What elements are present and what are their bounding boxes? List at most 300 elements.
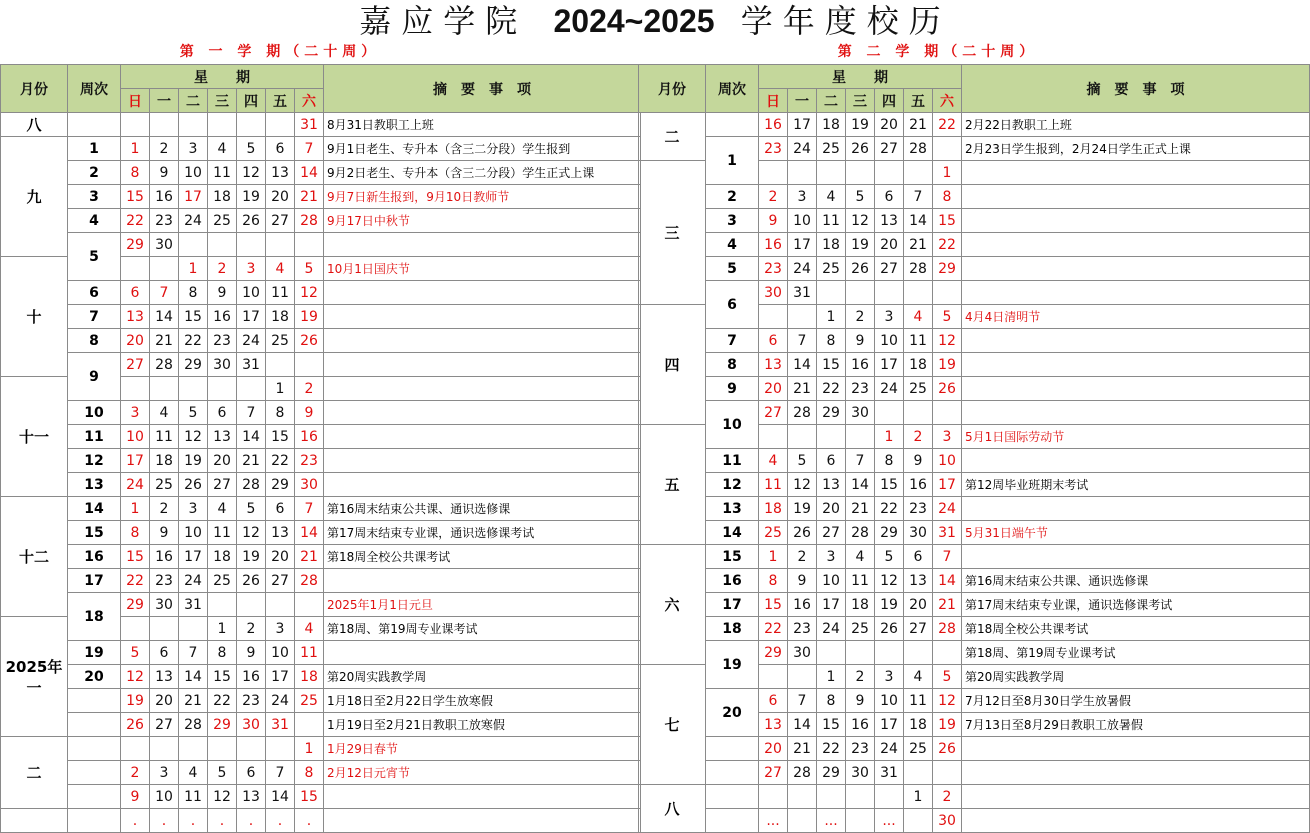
date-cell: 1	[266, 377, 295, 401]
date-cell: .	[237, 809, 266, 833]
calendar-row	[639, 761, 1310, 785]
note-cell: 第20周实践教学周	[962, 665, 1310, 689]
date-cell: 9	[846, 689, 875, 713]
note-cell: 10月1日国庆节	[324, 257, 641, 281]
date-cell: 3	[788, 185, 817, 209]
date-cell	[208, 377, 237, 401]
date-cell: 30	[904, 521, 933, 545]
date-cell: 7	[788, 329, 817, 353]
month-label: 十	[1, 257, 68, 377]
date-cell: 26	[237, 569, 266, 593]
date-cell: 16	[846, 353, 875, 377]
date-cell: 24	[875, 737, 904, 761]
date-cell: 25	[266, 329, 295, 353]
date-cell: 25	[759, 521, 788, 545]
week-number: 5	[706, 257, 759, 281]
week-number	[706, 785, 759, 809]
date-cell: 6	[904, 545, 933, 569]
date-cell: 26	[121, 713, 150, 737]
date-cell: 31	[875, 761, 904, 785]
date-cell	[904, 401, 933, 425]
date-cell: 22	[208, 689, 237, 713]
date-cell: 29	[121, 233, 150, 257]
week-number: 19	[68, 641, 121, 665]
date-cell: 17	[237, 305, 266, 329]
date-cell: 7	[904, 185, 933, 209]
date-cell	[208, 737, 237, 761]
date-cell: 18	[904, 713, 933, 737]
week-number	[68, 113, 121, 137]
date-cell	[933, 401, 962, 425]
note-cell	[324, 233, 641, 257]
calendar-row	[639, 545, 1310, 569]
date-cell: 22	[933, 113, 962, 137]
calendar-row	[1, 641, 641, 665]
date-cell: 24	[875, 377, 904, 401]
date-cell: 5	[237, 137, 266, 161]
month-label: 四	[639, 305, 706, 425]
week-number: 10	[706, 401, 759, 449]
note-cell: 第17周末结束专业课，通识选修课考试	[324, 521, 641, 545]
note-cell: 7月12日至8月30日学生放暑假	[962, 689, 1310, 713]
date-cell: 11	[179, 785, 208, 809]
date-cell: 13	[904, 569, 933, 593]
date-cell: 11	[266, 281, 295, 305]
date-cell: 16	[904, 473, 933, 497]
date-cell: 30	[237, 713, 266, 737]
date-cell: 11	[295, 641, 324, 665]
date-cell: 16	[150, 545, 179, 569]
header-day: 五	[266, 89, 295, 113]
note-cell	[962, 161, 1310, 185]
date-cell	[933, 761, 962, 785]
calendar-row	[1, 401, 641, 425]
date-cell: 25	[208, 569, 237, 593]
date-cell: 16	[208, 305, 237, 329]
calendar-row	[639, 689, 1310, 713]
date-cell: 8	[817, 329, 846, 353]
note-cell	[324, 329, 641, 353]
date-cell: 14	[846, 473, 875, 497]
date-cell	[150, 377, 179, 401]
date-cell: 11	[904, 329, 933, 353]
date-cell: 16	[759, 113, 788, 137]
calendar-row	[639, 281, 1310, 305]
week-number: 8	[68, 329, 121, 353]
date-cell: 14	[150, 305, 179, 329]
week-number: 2	[68, 161, 121, 185]
date-cell: 26	[295, 329, 324, 353]
week-number: 9	[706, 377, 759, 401]
calendar-row	[639, 233, 1310, 257]
calendar-row	[639, 497, 1310, 521]
date-cell: 22	[933, 233, 962, 257]
date-cell: 13	[266, 521, 295, 545]
date-cell: 24	[817, 617, 846, 641]
calendar-row	[1, 281, 641, 305]
week-number: 17	[706, 593, 759, 617]
date-cell: 21	[179, 689, 208, 713]
date-cell: 4	[817, 185, 846, 209]
note-cell: 8月31日教职工上班	[324, 113, 641, 137]
date-cell: 22	[121, 569, 150, 593]
date-cell: 14	[295, 161, 324, 185]
date-cell: 19	[846, 113, 875, 137]
date-cell: 27	[759, 401, 788, 425]
calendar-row	[1, 593, 641, 617]
date-cell: 1	[817, 665, 846, 689]
header-day: 三	[846, 89, 875, 113]
date-cell: 27	[121, 353, 150, 377]
date-cell: 20	[904, 593, 933, 617]
date-cell: 17	[266, 665, 295, 689]
date-cell: 31	[295, 113, 324, 137]
note-cell: 1月18日至2月22日学生放寒假	[324, 689, 641, 713]
date-cell: 14	[295, 521, 324, 545]
date-cell	[904, 641, 933, 665]
note-cell	[962, 785, 1310, 809]
date-cell: 30	[846, 761, 875, 785]
calendar-row	[639, 377, 1310, 401]
date-cell: 27	[875, 257, 904, 281]
note-cell: 第16周末结束公共课、通识选修课	[324, 497, 641, 521]
date-cell: 27	[875, 137, 904, 161]
date-cell: 14	[179, 665, 208, 689]
date-cell	[846, 161, 875, 185]
week-number: 20	[68, 665, 121, 689]
date-cell: 10	[179, 521, 208, 545]
date-cell: 2	[150, 497, 179, 521]
date-cell: 25	[208, 209, 237, 233]
date-cell: 29	[759, 641, 788, 665]
date-cell: 5	[788, 449, 817, 473]
note-cell	[324, 785, 641, 809]
date-cell: 20	[759, 737, 788, 761]
date-cell: 26	[846, 257, 875, 281]
date-cell: 31	[237, 353, 266, 377]
date-cell: 6	[266, 137, 295, 161]
calendar-row	[1, 665, 641, 689]
date-cell	[788, 809, 817, 833]
date-cell	[237, 233, 266, 257]
date-cell	[875, 401, 904, 425]
date-cell: 24	[266, 689, 295, 713]
date-cell: 10	[817, 569, 846, 593]
note-cell: 4月4日清明节	[962, 305, 1310, 329]
date-cell	[121, 113, 150, 137]
calendar-row	[1, 185, 641, 209]
calendar-row	[639, 617, 1310, 641]
date-cell	[904, 761, 933, 785]
date-cell	[121, 377, 150, 401]
date-cell: 7	[150, 281, 179, 305]
page-title	[0, 0, 1310, 40]
calendar-row	[639, 737, 1310, 761]
calendar-row	[639, 449, 1310, 473]
header-day: 一	[150, 89, 179, 113]
date-cell: 7	[179, 641, 208, 665]
date-cell: 19	[875, 593, 904, 617]
date-cell	[788, 665, 817, 689]
date-cell: 4	[266, 257, 295, 281]
date-cell: 15	[121, 185, 150, 209]
date-cell: .	[208, 809, 237, 833]
week-number: 7	[706, 329, 759, 353]
note-cell: 9月7日新生报到，9月10日教师节	[324, 185, 641, 209]
date-cell: 15	[933, 209, 962, 233]
date-cell: 9	[150, 521, 179, 545]
week-number: 6	[706, 281, 759, 329]
note-cell	[962, 809, 1310, 833]
date-cell: 19	[121, 689, 150, 713]
date-cell: 18	[208, 185, 237, 209]
date-cell: 9	[121, 785, 150, 809]
date-cell	[121, 617, 150, 641]
date-cell: 9	[208, 281, 237, 305]
header-month: 月份	[1, 65, 68, 113]
date-cell: 4	[208, 497, 237, 521]
date-cell: 1	[904, 785, 933, 809]
date-cell: 2	[121, 761, 150, 785]
week-number: 14	[706, 521, 759, 545]
date-cell: 20	[875, 113, 904, 137]
date-cell: 26	[933, 377, 962, 401]
date-cell: 24	[788, 137, 817, 161]
date-cell: 2	[150, 137, 179, 161]
date-cell: 20	[817, 497, 846, 521]
date-cell: 14	[237, 425, 266, 449]
note-cell	[962, 185, 1310, 209]
date-cell: 12	[208, 785, 237, 809]
header-weekday-group: 星 期	[759, 65, 962, 89]
date-cell: 27	[904, 617, 933, 641]
date-cell: 22	[121, 209, 150, 233]
date-cell	[150, 113, 179, 137]
week-number: 3	[68, 185, 121, 209]
date-cell: 17	[179, 545, 208, 569]
date-cell	[817, 161, 846, 185]
calendar-row	[1, 761, 641, 785]
header-day: 四	[875, 89, 904, 113]
date-cell: ...	[759, 809, 788, 833]
date-cell: 6	[875, 185, 904, 209]
date-cell	[237, 593, 266, 617]
header-day: 一	[788, 89, 817, 113]
date-cell: 19	[846, 233, 875, 257]
date-cell: 8	[121, 521, 150, 545]
date-cell: 15	[817, 713, 846, 737]
date-cell: .	[295, 809, 324, 833]
calendar-row	[1, 449, 641, 473]
date-cell: 13	[266, 161, 295, 185]
date-cell: 16	[237, 665, 266, 689]
note-cell: 9月1日老生、专升本（含三二分段）学生报到	[324, 137, 641, 161]
calendar-row	[639, 569, 1310, 593]
date-cell: 21	[904, 113, 933, 137]
date-cell: 28	[295, 569, 324, 593]
date-cell: 16	[759, 233, 788, 257]
date-cell: 17	[875, 353, 904, 377]
date-cell: 4	[904, 305, 933, 329]
date-cell: 1	[875, 425, 904, 449]
header-week: 周次	[706, 65, 759, 113]
date-cell: 23	[759, 137, 788, 161]
date-cell: 26	[179, 473, 208, 497]
month-label: 五	[639, 425, 706, 545]
date-cell: 30	[150, 593, 179, 617]
header-day: 二	[179, 89, 208, 113]
note-cell: 第18周、第19周专业课考试	[324, 617, 641, 641]
date-cell: 8	[179, 281, 208, 305]
date-cell: 23	[150, 569, 179, 593]
date-cell: 5	[121, 641, 150, 665]
date-cell: 29	[817, 401, 846, 425]
date-cell: 3	[150, 761, 179, 785]
date-cell: 4	[759, 449, 788, 473]
note-cell	[962, 209, 1310, 233]
month-label: 三	[639, 161, 706, 305]
date-cell: 21	[788, 737, 817, 761]
date-cell: 18	[208, 545, 237, 569]
calendar-row	[1, 569, 641, 593]
header-notes: 摘 要 事 项	[962, 65, 1310, 113]
month-label: 十二	[1, 497, 68, 617]
date-cell: 15	[875, 473, 904, 497]
date-cell: 31	[933, 521, 962, 545]
date-cell: 21	[237, 449, 266, 473]
date-cell: 6	[266, 497, 295, 521]
date-cell: 9	[150, 161, 179, 185]
date-cell: 3	[179, 137, 208, 161]
date-cell: 4	[179, 761, 208, 785]
date-cell	[933, 641, 962, 665]
date-cell: .	[121, 809, 150, 833]
month-label: 六	[639, 545, 706, 665]
date-cell: 6	[208, 401, 237, 425]
calendar-row	[639, 257, 1310, 281]
date-cell: 23	[846, 377, 875, 401]
date-cell: 30	[150, 233, 179, 257]
date-cell: 17	[817, 593, 846, 617]
date-cell: 15	[817, 353, 846, 377]
date-cell	[904, 809, 933, 833]
date-cell: 27	[817, 521, 846, 545]
calendar-row	[639, 185, 1310, 209]
date-cell	[759, 425, 788, 449]
month-label	[1, 809, 68, 833]
week-number: 12	[68, 449, 121, 473]
date-cell	[788, 425, 817, 449]
note-cell: 2月23日学生报到，2月24日学生正式上课	[962, 137, 1310, 161]
date-cell	[150, 737, 179, 761]
week-number: 5	[68, 233, 121, 281]
header-day: 四	[237, 89, 266, 113]
calendar-row	[1, 209, 641, 233]
date-cell	[759, 665, 788, 689]
date-cell	[846, 785, 875, 809]
calendar-row	[1, 473, 641, 497]
date-cell: 17	[788, 233, 817, 257]
date-cell: 8	[121, 161, 150, 185]
school-name: 嘉应学院	[359, 2, 528, 40]
month-label: 九	[1, 137, 68, 257]
date-cell: 23	[295, 449, 324, 473]
date-cell: 4	[846, 545, 875, 569]
date-cell: 2	[295, 377, 324, 401]
date-cell: 3	[875, 305, 904, 329]
date-cell: 5	[295, 257, 324, 281]
date-cell: 26	[846, 137, 875, 161]
date-cell: 10	[933, 449, 962, 473]
date-cell: 16	[295, 425, 324, 449]
date-cell: 14	[788, 353, 817, 377]
semester-title: 第 二 学 期（二十周）	[837, 44, 1039, 60]
date-cell	[266, 113, 295, 137]
date-cell: 8	[875, 449, 904, 473]
date-cell: 7	[237, 401, 266, 425]
note-cell	[324, 473, 641, 497]
note-cell	[324, 569, 641, 593]
date-cell: 31	[266, 713, 295, 737]
date-cell	[266, 737, 295, 761]
note-cell	[962, 449, 1310, 473]
date-cell: 12	[846, 209, 875, 233]
academic-year: 2024~2025	[553, 3, 715, 39]
date-cell: 23	[237, 689, 266, 713]
date-cell: 5	[933, 305, 962, 329]
date-cell	[208, 593, 237, 617]
date-cell: .	[266, 809, 295, 833]
date-cell: 11	[904, 689, 933, 713]
date-cell: 29	[266, 473, 295, 497]
date-cell: 9	[788, 569, 817, 593]
note-cell: 第18周全校公共课考试	[324, 545, 641, 569]
date-cell: 19	[295, 305, 324, 329]
calendar-row	[1, 809, 641, 833]
date-cell: 25	[295, 689, 324, 713]
date-cell: 27	[208, 473, 237, 497]
note-cell	[324, 401, 641, 425]
calendar-row	[639, 593, 1310, 617]
month-label: 2025年 一	[1, 617, 68, 737]
calendar-row	[639, 809, 1310, 833]
date-cell: 28	[788, 401, 817, 425]
date-cell: 18	[266, 305, 295, 329]
date-cell: 19	[933, 713, 962, 737]
date-cell	[759, 305, 788, 329]
note-cell	[962, 497, 1310, 521]
note-cell	[962, 257, 1310, 281]
month-label: 八	[639, 785, 706, 833]
date-cell	[295, 593, 324, 617]
date-cell: 22	[759, 617, 788, 641]
date-cell: 26	[237, 209, 266, 233]
week-number: 15	[68, 521, 121, 545]
date-cell	[179, 233, 208, 257]
date-cell	[266, 233, 295, 257]
note-cell: 7月13日至8月29日教职工放暑假	[962, 713, 1310, 737]
calendar-row	[639, 353, 1310, 377]
date-cell: 3	[266, 617, 295, 641]
date-cell: 18	[295, 665, 324, 689]
date-cell	[788, 785, 817, 809]
date-cell: 28	[933, 617, 962, 641]
date-cell: 28	[237, 473, 266, 497]
date-cell: 30	[208, 353, 237, 377]
week-number	[706, 761, 759, 785]
date-cell: 5	[179, 401, 208, 425]
date-cell: 7	[933, 545, 962, 569]
